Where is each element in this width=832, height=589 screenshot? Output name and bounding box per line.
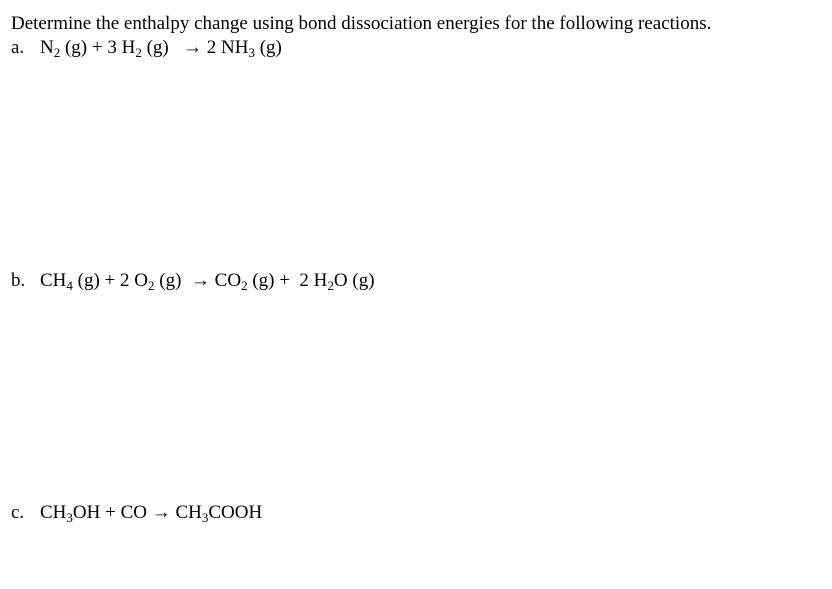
subscript: 2 — [241, 278, 248, 293]
equation-text: (g) + 2 O — [72, 270, 148, 291]
subscript: 2 — [53, 45, 61, 60]
equation-text: (g) → 2 NH — [141, 37, 249, 58]
reaction-a-label: a. — [11, 37, 25, 58]
subscript: 3 — [248, 45, 255, 60]
equation-text: CH — [40, 502, 67, 523]
reaction-c-equation — [40, 502, 262, 523]
subscript: 2 — [148, 278, 155, 293]
reaction-b-label: b. — [11, 270, 26, 291]
reaction-c — [11, 502, 262, 525]
equation-text: CH — [40, 270, 67, 291]
equation-text: (g) — [254, 37, 282, 58]
subscript: 3 — [201, 510, 209, 525]
reaction-b — [11, 270, 375, 293]
equation-text: (g) → CO — [154, 270, 242, 291]
equation-text: OH + CO → CH — [72, 502, 202, 523]
subscript: 2 — [135, 45, 142, 60]
reaction-c-label: c. — [11, 502, 25, 523]
reaction-b-equation — [40, 270, 375, 291]
instructions-text: Determine the enthalpy change using bond dissociation energies for the following reactions. — [11, 13, 712, 34]
subscript: 2 — [327, 278, 334, 293]
subscript: 3 — [66, 510, 73, 525]
subscript: 4 — [66, 278, 73, 293]
equation-text: O (g) — [333, 270, 375, 291]
equation-text: (g) + 3 H — [60, 37, 136, 58]
equation-text: COOH — [208, 502, 263, 523]
reaction-a — [11, 37, 282, 60]
equation-text: N — [40, 37, 54, 58]
equation-text: (g) + 2 H — [247, 270, 328, 291]
reaction-a-equation — [40, 37, 282, 58]
